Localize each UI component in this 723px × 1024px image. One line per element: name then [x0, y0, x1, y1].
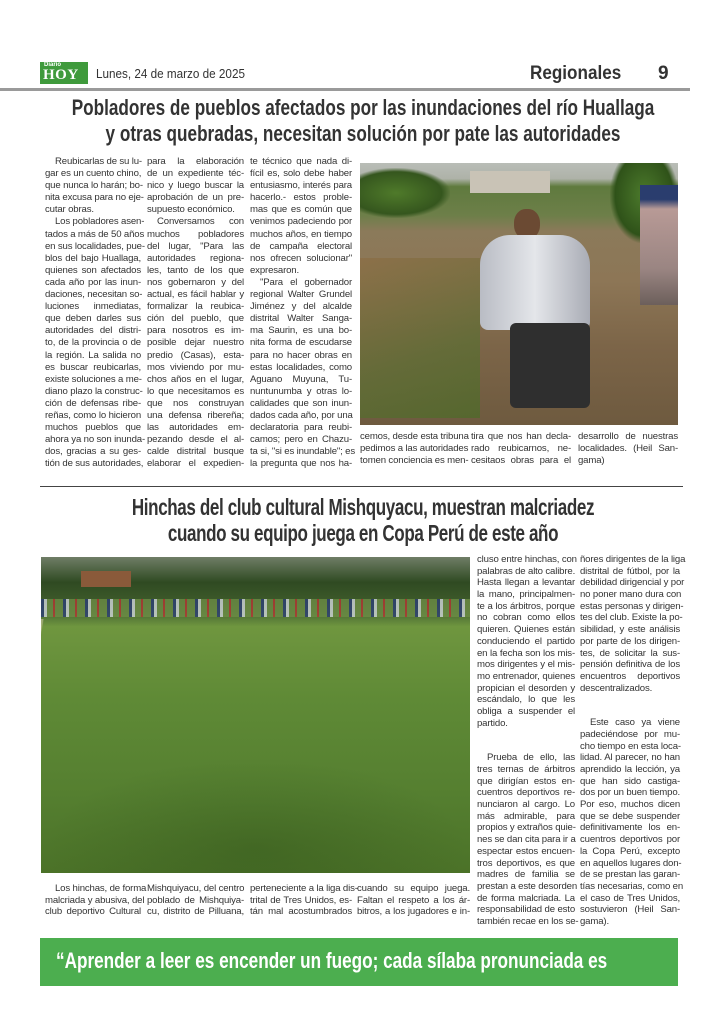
- text-line: nunciaron al cargo. Lo: [477, 799, 575, 811]
- text-line: daciones, necesitan so-: [45, 289, 143, 301]
- text-line: la pregunta que nos ha-: [250, 458, 352, 470]
- text-line: la mano, principalmen-: [477, 589, 575, 601]
- text-line: supuesto económico.: [147, 204, 235, 216]
- text-line: dos, gracias a su ges-: [45, 446, 141, 458]
- text-line: una defensa ribereña;: [147, 409, 244, 421]
- text-line: tías necesarias, como en: [580, 880, 684, 892]
- text-line: gar es un cuento chino,: [45, 168, 142, 180]
- article1-column-1: [45, 156, 146, 470]
- text-line: mos viviendo por mu-: [147, 361, 244, 373]
- text-line: reñas, como lo hicieron: [45, 409, 141, 421]
- text-line: nos gobernaron y del: [147, 276, 244, 288]
- text-line: muchos años, en tiempo: [250, 228, 352, 240]
- text-line: cutar obras.: [45, 204, 94, 216]
- text-line: Por eso, muchos dicen: [580, 799, 680, 811]
- text-line: fícil es, solo debe haber: [250, 168, 352, 180]
- text-line: debilidad dirigencial y por: [580, 577, 685, 589]
- text-line: las autoridades em-: [147, 422, 244, 434]
- text-line: nes se dan cita para ir a: [477, 834, 576, 846]
- text-line: responsabilidad de esto: [477, 904, 575, 916]
- text-line: es buscar reubicarlas,: [45, 361, 141, 373]
- page-number: 9: [658, 63, 669, 84]
- text-line: en aquellos lugares don-: [580, 857, 682, 869]
- text-line: blos del bajo Huallaga,: [45, 252, 141, 264]
- text-line: estas personas y dirigen-: [580, 600, 684, 612]
- text-line: tomen conciencia es men-: [360, 455, 469, 467]
- text-line: Los hinchas, de forma: [55, 883, 147, 894]
- text-line: elaborar el expedien-: [147, 458, 244, 470]
- article1-column-6: [578, 431, 678, 467]
- text-line: obliga a suspender el: [477, 705, 575, 717]
- newspaper-logo: [40, 62, 88, 84]
- text-line: nos ofrecen solucionar": [250, 252, 352, 264]
- text-line: gama).: [580, 915, 609, 927]
- text-line: expresaron.: [250, 264, 300, 276]
- text-line: más admirable, para: [477, 810, 575, 822]
- text-line: cho tiempo en esta loca-: [580, 740, 681, 752]
- paragraph-gap: [580, 694, 680, 717]
- text-line: por parte de los dirigen-: [580, 635, 680, 647]
- text-line: existe soluciones a me-: [45, 373, 142, 385]
- text-line: luciones inmediatas,: [45, 301, 141, 313]
- text-line: en la fecha son los mis-: [477, 647, 575, 659]
- text-line: regional Walter Grundel: [250, 289, 352, 301]
- text-line: diano plazo la construc-: [45, 385, 143, 397]
- text-line: trital de Tres Unidos, es-: [250, 894, 352, 906]
- text-line: tes, de solicitar la sus-: [580, 647, 680, 659]
- text-line: formalizar la reubica-: [147, 301, 244, 313]
- text-line: para la elaboración: [147, 156, 244, 167]
- text-line: localidades. (Heil San-: [578, 443, 678, 455]
- text-line: mos dirigentes y el mis-: [477, 659, 575, 671]
- text-line: la región. La salida no: [45, 349, 141, 361]
- text-line: cuentros deportivos re-: [477, 787, 575, 799]
- text-line: lo que necesitamos es: [147, 385, 244, 397]
- text-line: cuentros deportivos por: [580, 834, 680, 846]
- text-line: ñores dirigentes de la liga: [580, 554, 686, 565]
- text-line: la Copa Perú, excepto: [580, 845, 680, 857]
- text-line: escándalo, lo que les: [477, 694, 575, 706]
- text-line: nuntunumba y otras lo-: [250, 385, 352, 397]
- text-line: actual, es fácil hablar y: [147, 289, 244, 301]
- text-line: les, tanto de los que: [147, 264, 244, 276]
- text-line: Conversamos con: [157, 216, 244, 228]
- text-line: cuando su equipo juega.: [357, 883, 470, 894]
- text-line: distrital Walter Sanga-: [250, 313, 352, 325]
- text-line: no poner mano dura con: [580, 589, 682, 601]
- paragraph-gap: [477, 729, 575, 752]
- text-line: nita excusa para no eje-: [45, 192, 144, 204]
- text-line: autoridades regiona-: [147, 252, 244, 264]
- article1-column-5: [471, 431, 571, 467]
- text-line: hacerlo.- estos proble-: [250, 192, 352, 204]
- article2-column-6: [580, 554, 686, 928]
- text-line: cluso entre hinchas, con: [477, 554, 577, 565]
- issue-date: Lunes, 24 de marzo de 2025: [96, 66, 245, 81]
- text-line: tira que nos han decla-: [471, 431, 571, 442]
- text-line: de se prestan las garan-: [580, 869, 680, 881]
- article2-column-3: [250, 883, 358, 918]
- text-line: posible dejar nuestro: [147, 337, 244, 349]
- text-line: para no hacer obras en: [250, 349, 352, 361]
- text-line: también recae en los se-: [477, 915, 579, 927]
- text-line: tros deportivos, es que: [477, 857, 575, 869]
- text-line: tán mal acostumbrados: [250, 906, 352, 918]
- text-line: que dirigían estos en-: [477, 775, 575, 787]
- text-line: muchos pobladores: [147, 228, 244, 240]
- text-line: malcriada y abusiva, del: [45, 894, 145, 906]
- text-line: aprendido la lección, ya: [580, 764, 680, 775]
- article2-column-5: [477, 554, 579, 928]
- text-line: te a los árbitros, porque: [477, 600, 575, 612]
- article1-headline-line1: Pobladores de pueblos afectados por las inundaciones del río Huallaga: [71, 95, 655, 120]
- text-line: pedimos a las autoridades: [360, 443, 469, 455]
- text-line: sostuvieron (Heil San-: [580, 904, 680, 916]
- article2-column-4: [357, 883, 470, 918]
- text-line: aprobación de un pre-: [147, 192, 244, 204]
- text-line: madres de familia se: [477, 869, 575, 881]
- text-line: que nos construyan: [147, 397, 244, 409]
- text-line: distrital de fútbol, por la: [580, 565, 680, 577]
- article1-headline-line2: y otras quebradas, necesitan solución por pate las autoridades: [105, 121, 621, 146]
- text-line: perteneciente a la liga dis-: [250, 883, 358, 894]
- text-line: mo entrenador, quienes: [477, 670, 575, 682]
- text-line: quieren. Quienes están: [477, 624, 575, 636]
- text-line: estas localidades, como: [250, 361, 352, 373]
- text-line: del lugar, "Para las: [147, 240, 244, 252]
- text-line: que nunca lo harán; bo-: [45, 180, 143, 192]
- text-line: de un expediente téc-: [147, 168, 244, 180]
- text-line: Este caso ya viene: [590, 717, 680, 729]
- quote-banner: [40, 938, 678, 986]
- text-line: dos por un buen tiempo.: [580, 787, 681, 799]
- text-line: propician el desorden y: [477, 682, 575, 694]
- text-line: to, de la provincia o de: [45, 337, 141, 349]
- text-line: dados cada año, por una: [250, 409, 353, 421]
- section-name: Regionales: [530, 63, 622, 84]
- article2-headline-line2: cuando su equipo juega en Copa Perú de este año: [167, 520, 559, 546]
- article2-headline-line1: Hinchas del club cultural Mishquyacu, muestran malcriadez: [131, 494, 595, 520]
- text-line: declaratoria para reubi-: [250, 422, 352, 434]
- text-line: calde distrital busque: [147, 446, 244, 458]
- quote-text: “Aprender a leer es encender un fuego; cada sílaba pronunciada es: [56, 948, 608, 973]
- text-line: rado reubicarnos, ne-: [471, 443, 571, 455]
- text-line: pezando desde el al-: [147, 434, 244, 446]
- text-line: Jiménez y del alcalde: [250, 301, 352, 313]
- text-line: prestan a este desorden: [477, 880, 578, 892]
- article1-column-4: [360, 431, 469, 467]
- text-line: cu, distrito de Pilluana,: [147, 906, 244, 918]
- text-line: que se debe suspender: [580, 810, 680, 822]
- text-line: que deben darles sus: [45, 313, 141, 325]
- text-line: calidades que son inun-: [250, 397, 352, 409]
- text-line: entusiasmo, interés para: [250, 180, 352, 192]
- text-line: pensión definitiva de los: [580, 659, 680, 671]
- text-line: Prueba de ello, las: [487, 752, 575, 764]
- text-line: venimos padeciendo por: [250, 216, 352, 228]
- text-line: padeciéndose por mu-: [580, 728, 680, 740]
- text-line: ta si, "si es inundable"; es: [250, 446, 356, 458]
- text-line: para nosotros es im-: [147, 325, 244, 337]
- article-separator: [40, 486, 683, 487]
- text-line: Mishquiyacu, del centro: [147, 883, 245, 894]
- text-line: ción del pueblo, que: [147, 313, 244, 325]
- text-line: Los pobladores asen-: [55, 216, 145, 228]
- text-line: encuentros deportivos: [580, 670, 680, 682]
- logo-small-text: Diario: [44, 62, 62, 68]
- text-line: desarrollo de nuestras: [578, 431, 678, 442]
- text-line: Hasta llegan a levantar: [477, 577, 575, 589]
- text-line: lidad. Al parecer, no han: [580, 752, 680, 764]
- text-line: quienes son afectados: [45, 264, 141, 276]
- text-line: tres ternas de árbitros: [477, 764, 575, 775]
- article2-column-2: [147, 883, 244, 918]
- header-rule: [0, 88, 690, 91]
- text-line: te técnico que nada di-: [250, 156, 352, 167]
- text-line: nico y luego buscar la: [147, 180, 244, 192]
- article2-column-1: [45, 883, 147, 918]
- text-line: propios y extraños quie-: [477, 822, 576, 834]
- text-line: descentralizados.: [580, 682, 653, 694]
- text-line: cesitaos obras para el: [471, 455, 571, 467]
- article1-column-3: [250, 156, 356, 470]
- text-line: palabras de alto calibre.: [477, 565, 576, 577]
- text-line: definitivamente los en-: [580, 822, 680, 834]
- text-line: partido.: [477, 717, 508, 729]
- text-line: poblado de Mishquiya-: [147, 894, 244, 906]
- text-line: Reubicarlas de su lu-: [55, 156, 142, 167]
- text-line: conduciendo el partido: [477, 635, 575, 647]
- text-line: autoridades del distri-: [45, 325, 141, 337]
- text-line: cada año por las inun-: [45, 276, 141, 288]
- text-line: tados a más de 50 años: [45, 228, 145, 240]
- text-line: tión de sus autoridades,: [45, 458, 144, 470]
- text-line: ción de defensas ribe-: [45, 397, 141, 409]
- text-line: "Para el gobernador: [260, 276, 352, 288]
- text-line: gama): [578, 455, 605, 467]
- text-line: espectar estos encuen-: [477, 845, 575, 857]
- text-line: el caso de Tres Unidos,: [580, 892, 680, 904]
- text-line: club deportivo Cultural: [45, 906, 141, 918]
- text-line: chos años en el lugar,: [147, 373, 244, 385]
- text-line: ahora ya no son inunda-: [45, 434, 146, 446]
- text-line: predio (Casas), esta-: [147, 349, 244, 361]
- text-line: cemos, desde esta tribuna: [360, 431, 469, 442]
- text-line: bitros, a los jugadores e in-: [357, 906, 470, 918]
- football-field-photo: [41, 557, 470, 873]
- text-line: de campaña electoral: [250, 240, 352, 252]
- text-line: camos; pero en Chazu-: [250, 434, 352, 446]
- logo-big-text: HOY: [43, 67, 79, 83]
- text-line: de forma malcriada. La: [477, 892, 575, 904]
- text-line: que han sido castiga-: [580, 775, 680, 787]
- flood-photo: [360, 163, 678, 425]
- text-line: tes del club. Existe la po-: [580, 612, 683, 624]
- text-line: nita forma de escudarse: [250, 337, 352, 349]
- text-line: sibilidad, y este análisis: [580, 624, 680, 636]
- text-line: en sus localidades, pue-: [45, 240, 145, 252]
- text-line: ma Saurin, es una bo-: [250, 325, 352, 337]
- article1-column-2: [147, 156, 244, 470]
- text-line: Aguano Muyuna, Tu-: [250, 373, 352, 385]
- text-line: mas que es común que: [250, 204, 352, 216]
- text-line: muchos pueblos que: [45, 422, 141, 434]
- text-line: no cobran como ellos: [477, 612, 575, 624]
- text-line: Faltan el respeto a los ár-: [357, 894, 470, 906]
